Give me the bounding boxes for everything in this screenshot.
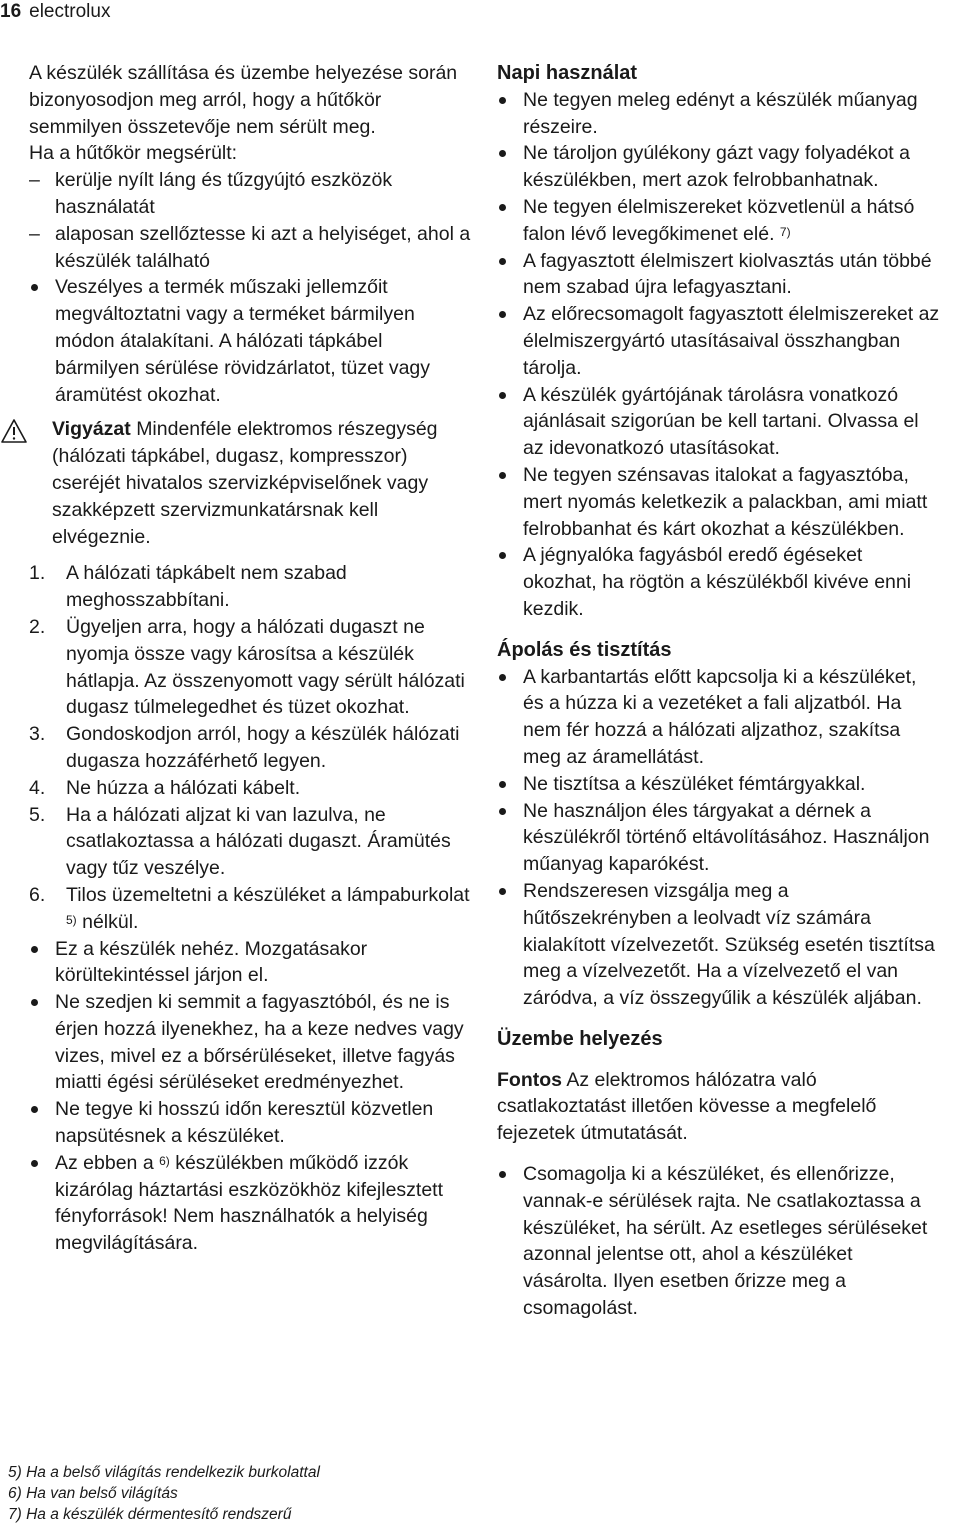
list-item: Ne tisztítsa a készüléket fémtárgyakkal. (497, 771, 941, 798)
list-item: A fagyasztott élelmiszert kiolvasztás után többé nem szabad újra lefagyasztani. (497, 248, 941, 302)
section-heading: Napi használat (497, 62, 638, 84)
warning-title: Vigyázat (52, 418, 131, 441)
page-header (0, 0, 110, 24)
footnote: 7) Ha a készülék dérmentesítő rendszerű (8, 1506, 292, 1523)
footnotes (8, 1462, 320, 1525)
list-item: A készülék gyártójának tárolásra vonatkozó ajánlásait szigorúan be kell tartani. Olvassa el az idevonatkozó utasításokat. (497, 382, 941, 462)
important-title: Fontos (497, 1068, 562, 1091)
list-item: 3. Gondoskodjon arról, hogy a készülék hálózati dugasza hozzáférhető legyen. (29, 723, 460, 772)
list-item: Az előrecsomagolt fagyasztott élelmiszereket az élelmiszergyártó utasításaival összhangban tárolja. (497, 301, 941, 381)
list-item: 4. Ne húzza a hálózati kábelt. (29, 776, 301, 799)
list-item: Az ebben a $^{6)}$ készülékben működő izzók kizárólag háztartási eszközökhöz kifejlesztett fényforrások! Nem használhatók a helyiség megvilágítására. (29, 1150, 471, 1257)
warning-icon (0, 418, 28, 444)
damaged-intro: Ha a hűtőkör megsérült: (29, 142, 238, 165)
list-item: Rendszeresen vizsgálja meg a hűtőszekrényben a leolvadt víz számára kialakított vízelvezetőt. Szükség esetén tisztítsa meg a vízelvezetőt. Ha a vízelvezető el van záródva, a víz összegyűlik a készülék aljában. (497, 878, 941, 1012)
list-item: Ne tegyen szénsavas italokat a fagyasztóba, mert nyomás keletkezik a palackban, ami miatt felrobbanhat és kárt okozhat a készülékben. (497, 462, 941, 542)
list-item: 2. Ügyeljen arra, hogy a hálózati dugaszt ne nyomja össze vagy károsítsa a készülék hátlapja. Az összenyomott vagy sérült hálózati dugasz túlmelegedhet és tüzet okozhat. (29, 615, 465, 719)
list-item: Ne tegye ki hosszú időn keresztül közvetlen napsütésnek a készüléket. (29, 1096, 471, 1150)
left-column (29, 60, 471, 1257)
list-item: Ez a készülék nehéz. Mozgatásakor körültekintéssel járjon el. (29, 936, 471, 990)
warning-text: Mindenféle elektromos részegység (hálózati tápkábel, dugasz, kompresszor) cseréjét hivatalos szervizképviselőnek vagy szakképzett szervizmunkatársnak kell elvégeznie. (52, 418, 438, 548)
page-number: 16 (0, 1, 22, 22)
list-item: Csomagolja ki a készüléket, és ellenőrizze, vannak-e sérülések rajta. Ne csatlakoztassa a készüléket, ha sérült. Az esetleges sérüléseket azonnal jelentse ott, ahol a készüléket vásárolta. Ilyen esetben őrizze meg a csomagolást. (497, 1161, 941, 1322)
brand-name: electrolux (29, 1, 111, 22)
warning-block (29, 416, 471, 550)
list-item: 6. Tilos üzemeltetni a készüléket a lámpaburkolat $^{5)}$ nélkül. (29, 883, 470, 933)
intro-paragraph: A készülék szállítása és üzembe helyezése során bizonyosodjon meg arról, hogy a hűtőkör semmilyen összetevője nem sérült meg. (29, 62, 458, 138)
right-column (497, 60, 941, 1322)
list-item: Ne tároljon gyúlékony gázt vagy folyadékot a készülékben, mert azok felrobbanhatnak. (497, 140, 941, 194)
bullet-list (497, 664, 941, 1012)
bullet-list (497, 1161, 941, 1322)
dash-item: – kerülje nyílt láng és tűzgyújtó eszközök használatát (29, 169, 393, 218)
section-heading: Üzembe helyezés (497, 1027, 663, 1050)
list-item: 1. A hálózati tápkábelt nem szabad meghosszabbítani. (29, 562, 347, 612)
list-item: Ne használjon éles tárgyakat a dérnek a készülékről történő eltávolításához. Használjon műanyag kaparókést. (497, 798, 941, 878)
list-item: Veszélyes a termék műszaki jellemzőit megváltoztatni vagy a terméket bármilyen módon átalakítani. A hálózati tápkábel bármilyen sérülése rövidzárlatot, tüzet vagy áramütést okozhat. (29, 274, 471, 408)
bullet-list (29, 936, 471, 1258)
bullet-list (29, 274, 471, 408)
list-item: Ne szedjen ki semmit a fagyasztóból, és ne is érjen hozzá ilyenekhez, ha a keze nedves vagy vizes, mivel ez a bőrsérüléseket, illetve fagyás miatti égési sérüléseket eredményezhet. (29, 989, 471, 1096)
list-item: A jégnyalóka fagyásból eredő égéseket okozhat, ha rögtön a készülékből kivéve enni kezdik. (497, 542, 941, 622)
list-item: Ne tegyen élelmiszereket közvetlenül a hátsó falon lévő levegőkimenet elé. $^{7)}$ (497, 194, 941, 248)
numbered-list (29, 560, 471, 935)
important-note (497, 1067, 941, 1147)
bullet-list (497, 87, 941, 623)
important-text: Az elektromos hálózatra való csatlakoztatást illetően kövesse a megfelelő fejezetek útmutatását. (497, 1068, 877, 1145)
section-heading: Ápolás és tisztítás (497, 638, 672, 661)
list-item: Ne tegyen meleg edényt a készülék műanyag részeire. (497, 87, 941, 141)
list-item: 5. Ha a hálózati aljzat ki van lazulva, ne csatlakoztassa a hálózati dugaszt. Áramütés vagy tűz veszélye. (29, 803, 451, 880)
dash-item: – alaposan szellőztesse ki azt a helyiséget, ahol a készülék található (29, 222, 471, 272)
footnote: 6) Ha van belső világítás (8, 1485, 178, 1502)
list-item: A karbantartás előtt kapcsolja ki a készüléket, és a húzza ki a vezetéket a fali aljzatból. Ha nem fér hozzá a hálózati aljzathoz, szakítsa meg az áramellátást. (497, 664, 941, 771)
footnote: 5) Ha a belső világítás rendelkezik burkolattal (8, 1464, 320, 1481)
